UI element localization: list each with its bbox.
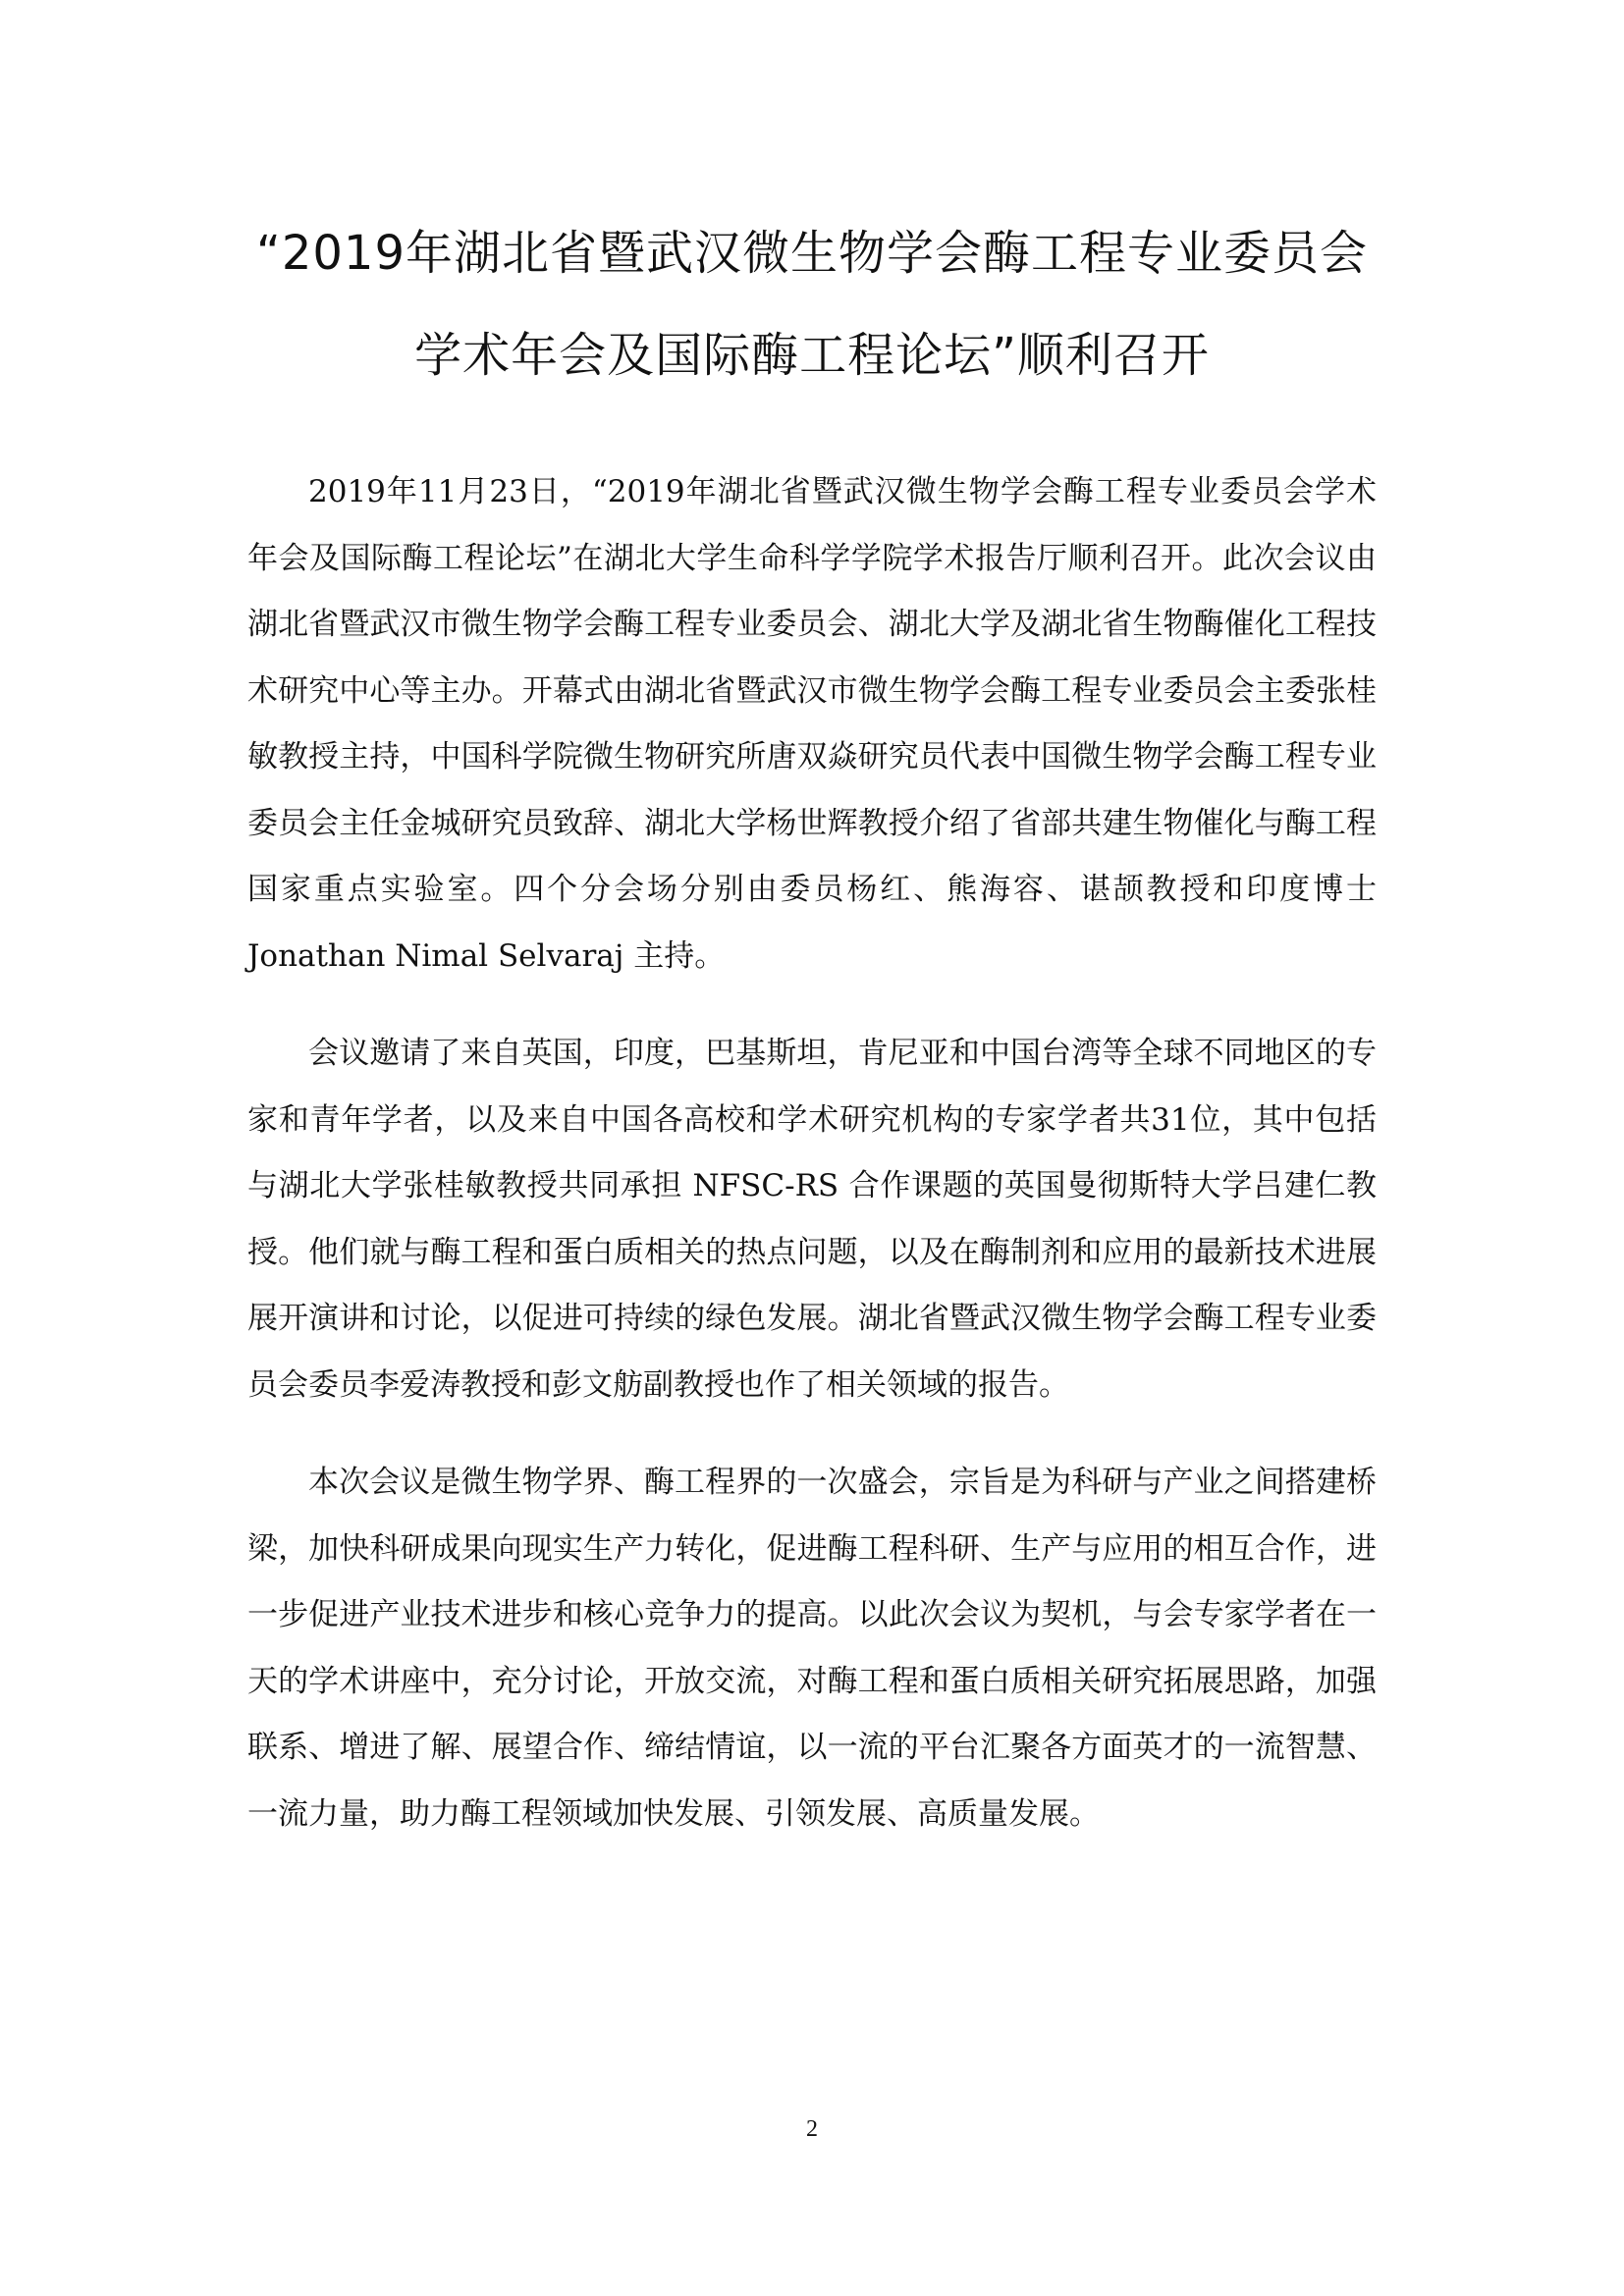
article-title (245, 202, 1379, 406)
page-number: 2 (806, 2116, 818, 2142)
paragraph-3: 本次会议是微生物学界、酶工程界的一次盛会，宗旨是为科研与产业之间搭建桥梁，加快科研成果向现实生产力转化，促进酶工程科研、生产与应用的相互合作，进一步促进产业技术进步和核心竞争力的提高。以此次会议为契机，与会专家学者在一天的学术讲座中，充分讨论，开放交流，对酶工程和蛋白质相关研究拓展思路，加强联系、增进了解、展望合作、缔结情谊，以一流的平台汇聚各方面英才的一流智慧、一流力量，助力酶工程领域加快发展、引领发展、高质量发展。 (247, 1465, 1377, 1832)
title-line-1: “2019年湖北省暨武汉微生物学会酶工程专业委员会 (255, 226, 1369, 281)
paragraph-1: 2019年11月23日，“2019年湖北省暨武汉微生物学会酶工程专业委员会学术年会及国际酶工程论坛”在湖北大学生命科学学院学术报告厅顺利召开。此次会议由湖北省暨武汉市微生物学会酶工程专业委员会、湖北大学及湖北省生物酶催化工程技术研究中心等主办。开幕式由湖北省暨武汉市微生物学会酶工程专业委员会主委张桂敏教授主持，中国科学院微生物研究所唐双焱研究员代表中国微生物学会酶工程专业委员会主任金城研究员致辞、湖北大学杨世辉教授介绍了省部共建生物催化与酶工程国家重点实验室。四个分会场分别由委员杨红、熊海容、谌颉教授和印度博士 Jonathan Nimal Selvaraj 主持。 (247, 474, 1377, 974)
title-line-2: 学术年会及国际酶工程论坛”顺利召开 (414, 328, 1210, 383)
paragraph-2: 会议邀请了来自英国，印度，巴基斯坦，肯尼亚和中国台湾等全球不同地区的专家和青年学者，以及来自中国各高校和学术研究机构的专家学者共31位，其中包括与湖北大学张桂敏教授共同承担 NFSC-RS 合作课题的英国曼彻斯特大学吕建仁教授。他们就与酶工程和蛋白质相关的热点问题，以及在酶制剂和应用的最新技术进展展开演讲和讨论，以促进可持续的绿色发展。湖北省暨武汉微生物学会酶工程专业委员会委员李爱涛教授和彭文舫副教授也作了相关领域的报告。 (247, 1036, 1377, 1403)
article-body (247, 459, 1377, 1879)
